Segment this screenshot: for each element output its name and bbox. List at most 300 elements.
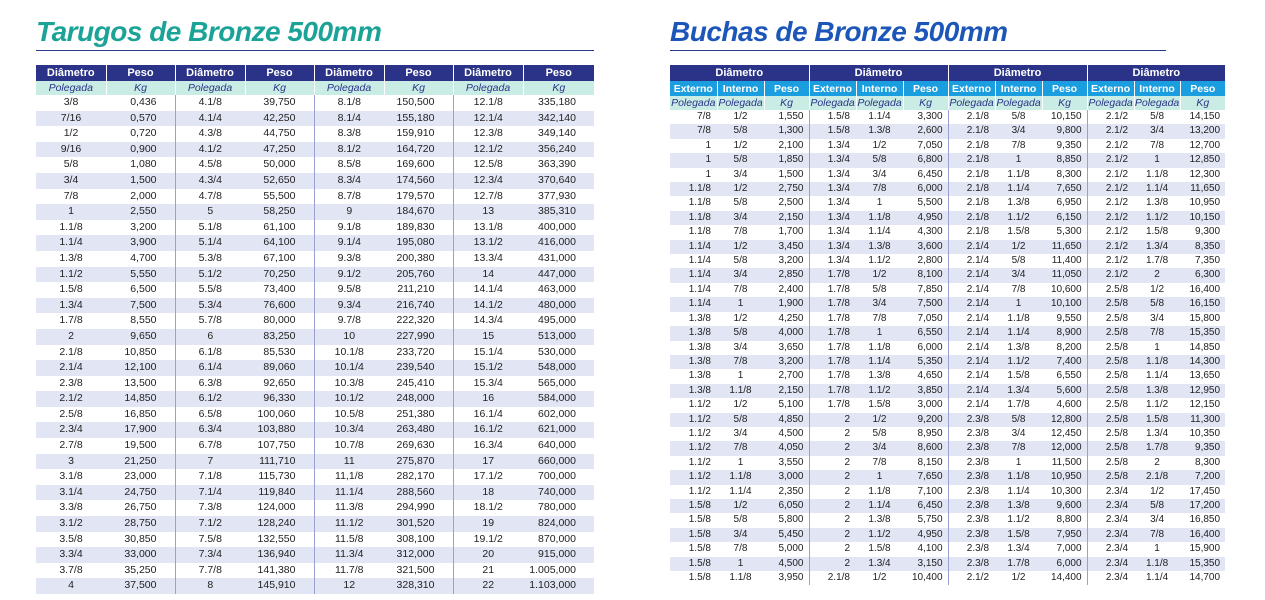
weight-cell: 2,400 (764, 283, 809, 297)
diameter-cell: 21 (453, 563, 523, 579)
unit-label: Kg (764, 96, 809, 110)
diameter-cell: 18 (453, 485, 523, 501)
weight-cell: 251,380 (384, 407, 453, 423)
external-diameter-cell: 1.3/4 (809, 240, 856, 254)
weight-cell: 548,000 (523, 360, 594, 376)
weight-cell: 205,760 (384, 267, 453, 283)
table-row (670, 297, 1225, 311)
weight-cell: 136,940 (245, 547, 314, 563)
diameter-cell: 9.1/2 (314, 267, 384, 283)
external-diameter-cell: 2 (809, 557, 856, 571)
unit-label: Polegada (718, 97, 763, 109)
weight-cell: 342,140 (523, 111, 594, 127)
weight-cell: 9,350 (1180, 441, 1225, 455)
unit-label: Kg (106, 81, 175, 95)
weight-cell: 3,950 (764, 571, 809, 585)
internal-diameter-cell: 1 (717, 369, 764, 383)
table-row (36, 422, 594, 438)
weight-cell: 5,600 (1042, 384, 1087, 398)
internal-diameter-cell: 1 (995, 456, 1042, 470)
diameter-cell: 2.1/4 (36, 360, 106, 376)
weight-cell: 824,000 (523, 516, 594, 532)
column-header: Externo (1087, 81, 1134, 96)
weight-cell: 85,530 (245, 345, 314, 361)
weight-cell: 15,350 (1180, 557, 1225, 571)
diameter-cell: 9.3/4 (314, 298, 384, 314)
column-header: Diâmetro (36, 65, 106, 81)
weight-cell: 10,600 (1042, 283, 1087, 297)
diameter-cell: 7/8 (36, 189, 106, 205)
table-row (670, 355, 1225, 369)
external-diameter-cell: 2.5/8 (1087, 384, 1134, 398)
weight-cell: 70,250 (245, 267, 314, 283)
diameter-cell: 13 (453, 204, 523, 220)
internal-diameter-cell: 7/8 (1134, 326, 1180, 340)
internal-diameter-cell: 1 (995, 153, 1042, 167)
internal-diameter-cell: 7/8 (995, 283, 1042, 297)
diameter-cell: 12.5/8 (453, 157, 523, 173)
external-diameter-cell: 2.3/8 (948, 513, 995, 527)
diameter-cell: 7.3/4 (175, 547, 245, 563)
diameter-cell: 6.1/8 (175, 345, 245, 361)
weight-cell: 1,550 (764, 110, 809, 124)
weight-cell: 21,250 (106, 454, 175, 470)
unit-label: Kg (523, 81, 594, 95)
weight-cell: 6,500 (106, 282, 175, 298)
table-row (36, 282, 594, 298)
weight-cell: 4,100 (903, 542, 948, 556)
table-row (670, 196, 1225, 210)
unit-label: Polegada (671, 97, 716, 109)
internal-diameter-cell: 5/8 (856, 153, 903, 167)
unit-label: Kg (1042, 96, 1087, 110)
table-row (36, 173, 594, 189)
internal-diameter-cell: 7/8 (856, 312, 903, 326)
diameter-cell: 9.3/8 (314, 251, 384, 267)
internal-diameter-cell: 1/2 (1134, 485, 1180, 499)
external-diameter-cell: 2.5/8 (1087, 312, 1134, 326)
table-row (36, 469, 594, 485)
weight-cell: 4,850 (764, 413, 809, 427)
external-diameter-cell: 1.3/8 (670, 355, 717, 369)
weight-cell: 370,640 (523, 173, 594, 189)
weight-cell: 870,000 (523, 532, 594, 548)
weight-cell: 288,560 (384, 485, 453, 501)
weight-cell: 222,320 (384, 313, 453, 329)
diameter-cell: 12.1/8 (453, 95, 523, 111)
weight-cell: 530,000 (523, 345, 594, 361)
diameter-cell: 19 (453, 516, 523, 532)
internal-diameter-cell: 3/4 (1134, 124, 1180, 138)
table-row (670, 168, 1225, 182)
weight-cell: 2,750 (764, 182, 809, 196)
external-diameter-cell: 1.3/4 (809, 153, 856, 167)
external-diameter-cell: 2 (809, 513, 856, 527)
weight-cell: 179,570 (384, 189, 453, 205)
diameter-cell: 13.1/8 (453, 220, 523, 236)
weight-cell: 4,050 (764, 441, 809, 455)
weight-cell: 12,850 (1180, 153, 1225, 167)
diameter-cell: 10.1/8 (314, 345, 384, 361)
external-diameter-cell: 2.1/2 (1087, 240, 1134, 254)
external-diameter-cell: 2.5/8 (1087, 441, 1134, 455)
external-diameter-cell: 2.1/2 (1087, 196, 1134, 210)
column-header: Peso (903, 81, 948, 96)
diameter-cell: 10.3/8 (314, 376, 384, 392)
external-diameter-cell: 1.5/8 (670, 513, 717, 527)
external-diameter-cell: 2.1/2 (1087, 211, 1134, 225)
weight-cell: 9,200 (903, 413, 948, 427)
weight-cell: 141,380 (245, 563, 314, 579)
diameter-cell: 18.1/2 (453, 500, 523, 516)
weight-cell: 83,250 (245, 329, 314, 345)
weight-cell: 1,300 (764, 124, 809, 138)
diameter-cell: 3.3/8 (36, 500, 106, 516)
weight-cell: 377,930 (523, 189, 594, 205)
internal-diameter-cell: 1.1/8 (995, 168, 1042, 182)
internal-diameter-cell: 5/8 (717, 196, 764, 210)
weight-cell: 8,300 (1042, 168, 1087, 182)
weight-cell: 5,350 (903, 355, 948, 369)
diameter-cell: 8.3/4 (314, 173, 384, 189)
table-row (670, 485, 1225, 499)
internal-diameter-cell: 1.3/8 (995, 196, 1042, 210)
external-diameter-cell: 1.1/8 (670, 225, 717, 239)
table-row (36, 251, 594, 267)
column-header: Externo (670, 81, 717, 96)
diameter-cell: 11.3/4 (314, 547, 384, 563)
external-diameter-cell: 2.1/4 (948, 254, 995, 268)
diameter-cell: 12.3/8 (453, 126, 523, 142)
weight-cell: 12,700 (1180, 139, 1225, 153)
diameter-cell: 9.1/4 (314, 235, 384, 251)
unit-label: Polegada (1134, 97, 1180, 109)
weight-cell: 356,240 (523, 142, 594, 158)
external-diameter-cell: 2.3/4 (1087, 528, 1134, 542)
weight-cell: 1,700 (764, 225, 809, 239)
diameter-cell: 6 (175, 329, 245, 345)
diameter-cell: 5/8 (36, 157, 106, 173)
internal-diameter-cell: 1.3/4 (856, 557, 903, 571)
weight-cell: 3,150 (903, 557, 948, 571)
external-diameter-cell: 7/8 (670, 124, 717, 138)
weight-cell: 174,560 (384, 173, 453, 189)
weight-cell: 13,650 (1180, 369, 1225, 383)
internal-diameter-cell: 3/4 (717, 168, 764, 182)
diameter-cell: 7.5/8 (175, 532, 245, 548)
weight-cell: 10,400 (903, 571, 948, 585)
internal-diameter-cell: 1.1/2 (995, 211, 1042, 225)
weight-cell: 7,850 (903, 283, 948, 297)
weight-cell: 132,550 (245, 532, 314, 548)
internal-diameter-cell: 5/8 (717, 326, 764, 340)
external-diameter-cell: 2.3/4 (1087, 557, 1134, 571)
diameter-cell: 4.7/8 (175, 189, 245, 205)
table-row (670, 542, 1225, 556)
internal-diameter-cell: 7/8 (717, 355, 764, 369)
table-row (36, 438, 594, 454)
weight-cell: 128,240 (245, 516, 314, 532)
weight-cell: 30,850 (106, 532, 175, 548)
external-diameter-cell: 1.7/8 (809, 341, 856, 355)
weight-cell: 14,700 (1180, 571, 1225, 585)
weight-cell: 1,500 (764, 168, 809, 182)
internal-diameter-cell: 1.7/8 (995, 557, 1042, 571)
external-diameter-cell: 2.1/4 (948, 240, 995, 254)
weight-cell: 269,630 (384, 438, 453, 454)
external-diameter-cell: 1.3/4 (809, 168, 856, 182)
weight-cell: 2,350 (764, 485, 809, 499)
external-diameter-cell: 2.3/8 (948, 499, 995, 513)
weight-cell: 150,500 (384, 95, 453, 111)
table-row (36, 329, 594, 345)
weight-cell: 780,000 (523, 500, 594, 516)
internal-diameter-cell: 2 (1134, 268, 1180, 282)
weight-cell: 282,170 (384, 469, 453, 485)
diameter-cell: 5.1/4 (175, 235, 245, 251)
weight-cell: 10,300 (1042, 485, 1087, 499)
weight-cell: 5,800 (764, 513, 809, 527)
table-row (670, 268, 1225, 282)
internal-diameter-cell: 1.1/4 (856, 110, 903, 124)
weight-cell: 5,300 (1042, 225, 1087, 239)
weight-cell: 5,100 (764, 398, 809, 412)
weight-cell: 248,000 (384, 391, 453, 407)
diameter-cell: 8.1/4 (314, 111, 384, 127)
weight-cell: 3,900 (106, 235, 175, 251)
diameter-cell: 2 (36, 329, 106, 345)
internal-diameter-cell: 7/8 (995, 139, 1042, 153)
table-row (36, 532, 594, 548)
diameter-cell: 4.1/8 (175, 95, 245, 111)
tarugos-panel (36, 0, 594, 594)
table-row (36, 204, 594, 220)
weight-cell: 16,400 (1180, 283, 1225, 297)
column-header: Peso (384, 65, 453, 81)
diameter-cell: 1.1/4 (36, 235, 106, 251)
internal-diameter-cell: 1/2 (856, 571, 903, 585)
diameter-cell: 7.1/8 (175, 469, 245, 485)
diameter-cell: 16.1/4 (453, 407, 523, 423)
weight-cell: 584,000 (523, 391, 594, 407)
weight-cell: 16,850 (106, 407, 175, 423)
weight-cell: 92,650 (245, 376, 314, 392)
diameter-cell: 3/4 (36, 173, 106, 189)
diameter-cell: 9 (314, 204, 384, 220)
weight-cell: 0,436 (106, 95, 175, 111)
weight-cell: 50,000 (245, 157, 314, 173)
external-diameter-cell: 2.1/2 (1087, 254, 1134, 268)
external-diameter-cell: 1.1/4 (670, 268, 717, 282)
weight-cell: 4,250 (764, 312, 809, 326)
table-row (36, 267, 594, 283)
weight-cell: 10,950 (1180, 196, 1225, 210)
internal-diameter-cell: 1.1/4 (856, 355, 903, 369)
weight-cell: 39,750 (245, 95, 314, 111)
external-diameter-cell: 2.1/8 (948, 196, 995, 210)
external-diameter-cell: 1.7/8 (809, 369, 856, 383)
internal-diameter-cell: 1 (856, 470, 903, 484)
weight-cell: 6,000 (903, 182, 948, 196)
weight-cell: 15,900 (1180, 542, 1225, 556)
internal-diameter-cell: 1.1/8 (995, 312, 1042, 326)
diameter-cell: 5.1/8 (175, 220, 245, 236)
weight-cell: 9,350 (1042, 139, 1087, 153)
internal-diameter-cell: 1.3/8 (995, 499, 1042, 513)
diameter-cell: 3/8 (36, 95, 106, 111)
weight-cell: 4,700 (106, 251, 175, 267)
tarugos-table (36, 65, 594, 594)
diameter-cell: 6.3/4 (175, 422, 245, 438)
diameter-cell: 7 (175, 454, 245, 470)
weight-cell: 1,900 (764, 297, 809, 311)
external-diameter-cell: 1.1/2 (670, 427, 717, 441)
external-diameter-cell: 2.1/4 (948, 384, 995, 398)
internal-diameter-cell: 5/8 (717, 153, 764, 167)
internal-diameter-cell: 7/8 (1134, 139, 1180, 153)
weight-cell: 3,450 (764, 240, 809, 254)
internal-diameter-cell: 5/8 (995, 254, 1042, 268)
weight-cell: 6,300 (1180, 268, 1225, 282)
diameter-cell: 2.1/2 (36, 391, 106, 407)
external-diameter-cell: 2.3/8 (948, 427, 995, 441)
weight-cell: 15,350 (1180, 326, 1225, 340)
weight-cell: 4,500 (764, 557, 809, 571)
weight-cell: 8,100 (903, 268, 948, 282)
external-diameter-cell: 7/8 (670, 110, 717, 124)
internal-diameter-cell: 1/2 (717, 398, 764, 412)
diameter-cell: 8 (175, 578, 245, 594)
internal-diameter-cell: 1.3/4 (1134, 427, 1180, 441)
external-diameter-cell: 2.5/8 (1087, 456, 1134, 470)
internal-diameter-cell: 5/8 (717, 254, 764, 268)
external-diameter-cell: 1.3/8 (670, 369, 717, 383)
weight-cell: 4,650 (903, 369, 948, 383)
weight-cell: 9,550 (1042, 312, 1087, 326)
internal-diameter-cell: 1.1/2 (995, 513, 1042, 527)
weight-cell: 11,650 (1180, 182, 1225, 196)
diameter-cell: 10.3/4 (314, 422, 384, 438)
internal-diameter-cell: 5/8 (856, 427, 903, 441)
table-row (36, 298, 594, 314)
external-diameter-cell: 2.1/8 (948, 153, 995, 167)
table-row (36, 126, 594, 142)
external-diameter-cell: 2 (809, 456, 856, 470)
weight-cell: 23,000 (106, 469, 175, 485)
internal-diameter-cell: 1.1/4 (995, 326, 1042, 340)
internal-diameter-cell: 1.5/8 (1134, 225, 1180, 239)
column-header: Diâmetro (314, 65, 384, 81)
table-row (36, 235, 594, 251)
external-diameter-cell: 1.7/8 (809, 283, 856, 297)
column-header: Peso (1042, 81, 1087, 96)
internal-diameter-cell: 7/8 (717, 542, 764, 556)
weight-cell: 4,000 (764, 326, 809, 340)
weight-cell: 349,140 (523, 126, 594, 142)
external-diameter-cell: 2 (809, 528, 856, 542)
table-row (670, 283, 1225, 297)
internal-diameter-cell: 1.1/2 (1134, 398, 1180, 412)
table-row (36, 157, 594, 173)
external-diameter-cell: 1.7/8 (809, 384, 856, 398)
external-diameter-cell: 2.1/4 (948, 398, 995, 412)
buchas-body (670, 110, 1225, 585)
external-diameter-cell: 2.1/4 (948, 355, 995, 369)
internal-diameter-cell: 1.1/2 (856, 254, 903, 268)
external-diameter-cell: 1.1/2 (670, 485, 717, 499)
weight-cell: 8,550 (106, 313, 175, 329)
weight-cell: 3,650 (764, 341, 809, 355)
internal-diameter-cell: 1.1/8 (856, 211, 903, 225)
weight-cell: 100,060 (245, 407, 314, 423)
table-row (670, 341, 1225, 355)
diameter-cell: 12.1/2 (453, 142, 523, 158)
internal-diameter-cell: 1.7/8 (1134, 254, 1180, 268)
diameter-cell: 2.1/8 (36, 345, 106, 361)
external-diameter-cell: 2.1/8 (948, 139, 995, 153)
diameter-cell: 9.1/8 (314, 220, 384, 236)
diameter-cell: 12 (314, 578, 384, 594)
diameter-cell: 3.1/2 (36, 516, 106, 532)
diameter-cell: 11.7/8 (314, 563, 384, 579)
weight-cell: 216,740 (384, 298, 453, 314)
weight-cell: 1.103,000 (523, 578, 594, 594)
weight-cell: 73,400 (245, 282, 314, 298)
weight-cell: 17,450 (1180, 485, 1225, 499)
weight-cell: 14,150 (1180, 110, 1225, 124)
table-row (670, 413, 1225, 427)
internal-diameter-cell: 5/8 (856, 283, 903, 297)
internal-diameter-cell: 1.1/8 (856, 485, 903, 499)
external-diameter-cell: 2.1/2 (1087, 168, 1134, 182)
weight-cell: 7,950 (1042, 528, 1087, 542)
external-diameter-cell: 1.1/4 (670, 283, 717, 297)
external-diameter-cell: 1.1/2 (670, 441, 717, 455)
weight-cell: 2,600 (903, 124, 948, 138)
weight-cell: 12,000 (1042, 441, 1087, 455)
diameter-cell: 3.1/8 (36, 469, 106, 485)
external-diameter-cell: 1.1/2 (670, 398, 717, 412)
diameter-cell: 16.3/4 (453, 438, 523, 454)
diameter-cell: 8.5/8 (314, 157, 384, 173)
diameter-cell: 6.5/8 (175, 407, 245, 423)
weight-cell: 7,200 (1180, 470, 1225, 484)
external-diameter-cell: 2.3/4 (1087, 513, 1134, 527)
table-row (36, 111, 594, 127)
external-diameter-cell: 2.1/4 (948, 268, 995, 282)
diameter-cell: 1.1/8 (36, 220, 106, 236)
table-row (36, 313, 594, 329)
diameter-cell: 22 (453, 578, 523, 594)
buchas-group-header-row (670, 65, 1225, 81)
internal-diameter-cell: 1.1/8 (717, 384, 764, 398)
diameter-cell: 5.3/8 (175, 251, 245, 267)
weight-cell: 211,210 (384, 282, 453, 298)
weight-cell: 111,710 (245, 454, 314, 470)
internal-diameter-cell: 5/8 (1134, 297, 1180, 311)
weight-cell: 245,410 (384, 376, 453, 392)
diameter-cell: 6.7/8 (175, 438, 245, 454)
weight-cell: 8,900 (1042, 326, 1087, 340)
external-diameter-cell: 2 (809, 542, 856, 556)
diameter-cell: 13.1/2 (453, 235, 523, 251)
internal-diameter-cell: 5/8 (717, 124, 764, 138)
external-diameter-cell: 2.3/4 (1087, 499, 1134, 513)
external-diameter-cell: 2.3/8 (948, 485, 995, 499)
weight-cell: 115,730 (245, 469, 314, 485)
external-diameter-cell: 2.3/4 (1087, 542, 1134, 556)
external-diameter-cell: 1.1/2 (670, 470, 717, 484)
